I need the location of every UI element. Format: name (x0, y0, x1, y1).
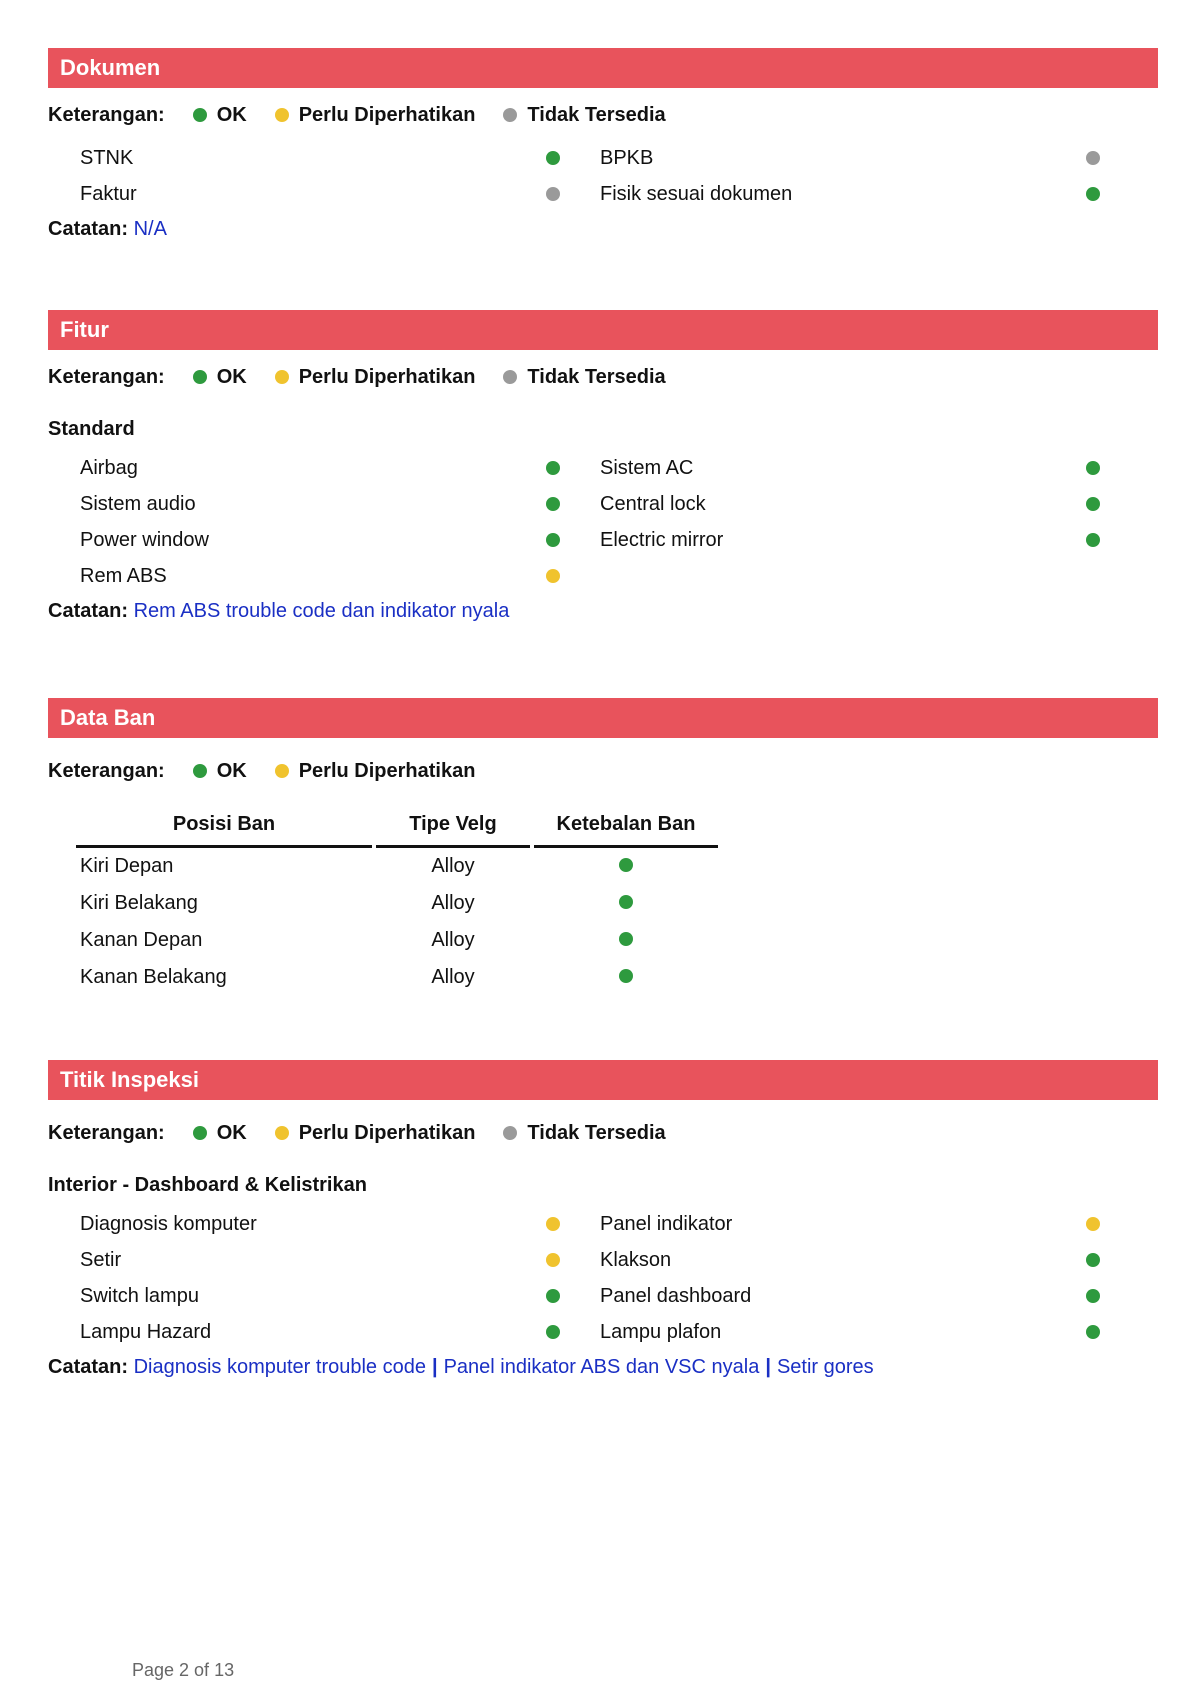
note-text: N/A (133, 218, 167, 240)
status-item-label: BPKB (600, 146, 654, 169)
status-indicator (1078, 497, 1108, 511)
status-item-label: STNK (80, 146, 134, 169)
tire-thickness-status (534, 922, 718, 959)
legend (48, 756, 1158, 786)
status-item-label: Fisik sesuai dokumen (600, 182, 793, 205)
status-item (48, 140, 568, 176)
status-item (568, 1206, 1108, 1242)
rim-type: Alloy (431, 966, 475, 988)
status-item (48, 1278, 568, 1314)
legend-item-ok: OK (193, 104, 247, 127)
section-fitur (48, 310, 1158, 626)
column-header-position: Posisi Ban (76, 804, 372, 848)
status-indicator (1078, 461, 1108, 475)
status-indicator (538, 187, 568, 201)
status-item-label: Faktur (80, 182, 137, 205)
item-grid (48, 450, 1158, 594)
status-dot-ok-icon (1086, 187, 1100, 201)
status-indicator (538, 1253, 568, 1267)
status-dot-ok-icon (193, 1126, 207, 1140)
tire-thickness-status (534, 959, 718, 996)
section-dokumen (48, 48, 1158, 244)
status-indicator (1078, 533, 1108, 547)
tire-position: Kanan Depan (80, 929, 203, 951)
legend-item-ok: OK (193, 1122, 247, 1145)
status-dot-unavailable-icon (503, 370, 517, 384)
status-item (48, 558, 568, 594)
status-dot-ok-icon (193, 764, 207, 778)
status-item-label: Panel dashboard (600, 1284, 752, 1307)
status-dot-attention-icon (275, 1126, 289, 1140)
legend-label: Keterangan: (48, 759, 165, 782)
status-dot-ok-icon (1086, 497, 1100, 511)
status-indicator (1078, 1289, 1108, 1303)
status-dot-ok-icon (1086, 1289, 1100, 1303)
note-label: Catatan: (48, 218, 129, 240)
note-text: Rem ABS trouble code dan indikator nyala (133, 600, 510, 622)
status-dot-unavailable-icon (503, 108, 517, 122)
status-item-label: Power window (80, 528, 209, 551)
status-dot-attention-icon (275, 764, 289, 778)
status-dot-unavailable-icon (546, 187, 560, 201)
column-header-rim: Tipe Velg (376, 804, 530, 848)
status-indicator (538, 497, 568, 511)
legend-label: Keterangan: (48, 1121, 165, 1144)
status-dot-ok-icon (546, 1325, 560, 1339)
table-row (76, 885, 718, 922)
status-item-label: Setir (80, 1248, 122, 1271)
status-item-label: Panel indikator (600, 1212, 733, 1235)
tire-table-body (76, 848, 718, 996)
note-text: Panel indikator ABS dan VSC nyala (443, 1356, 760, 1378)
tire-position: Kanan Belakang (80, 966, 227, 988)
status-indicator (538, 569, 568, 583)
item-grid (48, 140, 1158, 212)
section-header-fitur: Fitur (48, 310, 1158, 350)
column-header-thickness: Ketebalan Ban (534, 804, 718, 848)
tire-thickness-status (534, 848, 718, 885)
legend-item-unavailable: Tidak Tersedia (503, 104, 665, 127)
status-item (568, 486, 1108, 522)
status-item-label: Switch lampu (80, 1284, 199, 1307)
status-item-label: Sistem AC (600, 456, 694, 479)
status-item-label: Diagnosis komputer (80, 1212, 257, 1235)
legend (48, 1118, 1158, 1148)
status-dot-ok-icon (546, 1289, 560, 1303)
legend-item-attention: Perlu Diperhatikan (275, 366, 476, 389)
status-dot-attention-icon (546, 1253, 560, 1267)
item-grid (48, 1206, 1158, 1350)
status-dot-ok-icon (1086, 533, 1100, 547)
section-titik-inspeksi (48, 1060, 1158, 1382)
status-dot-ok-icon (193, 108, 207, 122)
status-dot-ok-icon (619, 932, 633, 946)
status-dot-ok-icon (193, 370, 207, 384)
note-separator: | (431, 1356, 438, 1378)
status-dot-attention-icon (1086, 1217, 1100, 1231)
status-dot-ok-icon (1086, 1325, 1100, 1339)
status-item (48, 486, 568, 522)
status-item-label: Klakson (600, 1248, 672, 1271)
status-indicator (1078, 151, 1108, 165)
status-dot-ok-icon (619, 895, 633, 909)
status-item-label: Lampu Hazard (80, 1320, 212, 1343)
status-dot-ok-icon (546, 151, 560, 165)
tire-position: Kiri Belakang (80, 892, 198, 914)
status-item (48, 450, 568, 486)
status-indicator (538, 151, 568, 165)
legend (48, 362, 1158, 392)
status-item (568, 140, 1108, 176)
legend-item-ok: OK (193, 366, 247, 389)
status-item-label: Airbag (80, 456, 138, 479)
status-dot-attention-icon (546, 569, 560, 583)
legend (48, 100, 1158, 130)
status-dot-unavailable-icon (503, 1126, 517, 1140)
status-indicator (1078, 1253, 1108, 1267)
status-item (568, 1242, 1108, 1278)
tire-position: Kiri Depan (80, 855, 174, 877)
rim-type: Alloy (431, 892, 475, 914)
legend-item-attention: Perlu Diperhatikan (275, 760, 476, 783)
status-dot-attention-icon (275, 108, 289, 122)
status-item-label: Rem ABS (80, 564, 167, 587)
subsection-title: Standard (48, 418, 135, 440)
rim-type: Alloy (431, 855, 475, 877)
status-item (48, 1242, 568, 1278)
status-item (568, 450, 1108, 486)
status-dot-attention-icon (546, 1217, 560, 1231)
status-indicator (538, 533, 568, 547)
table-row (76, 922, 718, 959)
status-item-label: Electric mirror (600, 528, 724, 551)
status-dot-ok-icon (1086, 461, 1100, 475)
legend-item-attention: Perlu Diperhatikan (275, 1122, 476, 1145)
status-item (568, 522, 1108, 558)
status-item (48, 522, 568, 558)
status-indicator (1078, 1325, 1108, 1339)
status-indicator (538, 1325, 568, 1339)
note-label: Catatan: (48, 1356, 129, 1378)
note (48, 214, 1158, 244)
legend-item-unavailable: Tidak Tersedia (503, 366, 665, 389)
status-dot-ok-icon (546, 533, 560, 547)
status-item (48, 176, 568, 212)
note (48, 596, 1158, 626)
legend-label: Keterangan: (48, 365, 165, 388)
status-item-label: Central lock (600, 492, 706, 515)
rim-type: Alloy (431, 929, 475, 951)
status-item (568, 176, 1108, 212)
status-dot-ok-icon (619, 858, 633, 872)
status-item-label: Sistem audio (80, 492, 196, 515)
table-header-row (76, 804, 718, 848)
section-data-ban (48, 698, 1158, 996)
status-indicator (1078, 187, 1108, 201)
subsection-title: Interior - Dashboard & Kelistrikan (48, 1174, 367, 1196)
note-label: Catatan: (48, 600, 129, 622)
note (48, 1352, 1158, 1382)
status-item (48, 1206, 568, 1242)
status-dot-ok-icon (546, 497, 560, 511)
status-dot-attention-icon (275, 370, 289, 384)
section-header-dokumen: Dokumen (48, 48, 1158, 88)
status-item (48, 1314, 568, 1350)
legend-item-ok: OK (193, 760, 247, 783)
section-header-titik-inspeksi: Titik Inspeksi (48, 1060, 1158, 1100)
tire-table (72, 804, 722, 996)
status-dot-ok-icon (619, 969, 633, 983)
legend-label: Keterangan: (48, 103, 165, 126)
note-text: Setir gores (776, 1356, 874, 1378)
legend-item-attention: Perlu Diperhatikan (275, 104, 476, 127)
status-indicator (538, 1289, 568, 1303)
legend-item-unavailable: Tidak Tersedia (503, 1122, 665, 1145)
status-dot-ok-icon (546, 461, 560, 475)
table-row (76, 959, 718, 996)
status-indicator (538, 1217, 568, 1231)
status-dot-ok-icon (1086, 1253, 1100, 1267)
status-dot-unavailable-icon (1086, 151, 1100, 165)
note-text: Diagnosis komputer trouble code (133, 1356, 426, 1378)
status-item (568, 1314, 1108, 1350)
status-item (568, 1278, 1108, 1314)
status-indicator (1078, 1217, 1108, 1231)
table-row (76, 848, 718, 885)
status-item-label: Lampu plafon (600, 1320, 722, 1343)
section-header-data-ban: Data Ban (48, 698, 1158, 738)
status-indicator (538, 461, 568, 475)
note-separator: | (765, 1356, 771, 1378)
tire-thickness-status (534, 885, 718, 922)
page-number: Page 2 of 13 (132, 1660, 235, 1680)
